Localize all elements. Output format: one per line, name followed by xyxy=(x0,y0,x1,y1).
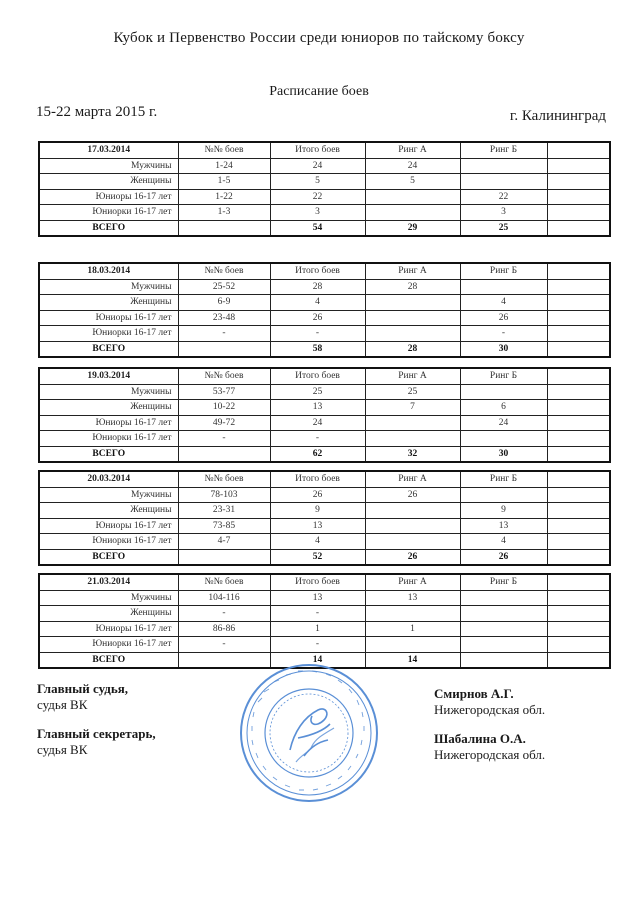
bout-total: 26 xyxy=(270,310,365,326)
empty-cell xyxy=(547,487,610,503)
total-ring-a: 14 xyxy=(365,652,460,668)
bout-numbers: 6-9 xyxy=(178,295,270,311)
empty-cell xyxy=(547,652,610,668)
empty-cell xyxy=(547,341,610,357)
category-label: Мужчины xyxy=(39,487,178,503)
empty-cell xyxy=(547,326,610,342)
empty-cell xyxy=(547,590,610,606)
ring-a-count xyxy=(365,431,460,447)
bout-numbers: 53-77 xyxy=(178,384,270,400)
total-bouts: 58 xyxy=(270,341,365,357)
secretary-name-block xyxy=(434,731,545,763)
ring-a-count xyxy=(365,189,460,205)
category-label: Юниорки 16-17 лет xyxy=(39,326,178,342)
total-ring-b: 25 xyxy=(460,220,547,236)
empty-cell xyxy=(547,310,610,326)
ring-b-count xyxy=(460,590,547,606)
bout-numbers: 104-116 xyxy=(178,590,270,606)
category-label: Мужчины xyxy=(39,158,178,174)
bout-total: - xyxy=(270,326,365,342)
ring-a-count: 25 xyxy=(365,384,460,400)
empty-cell xyxy=(547,368,610,384)
category-label: Юниорки 16-17 лет xyxy=(39,534,178,550)
category-label: Юниорки 16-17 лет xyxy=(39,637,178,653)
column-header: Ринг Б xyxy=(460,263,547,279)
total-bouts: 54 xyxy=(270,220,365,236)
total-ring-b: 30 xyxy=(460,341,547,357)
bout-total: - xyxy=(270,637,365,653)
total-row xyxy=(39,446,610,462)
table-row xyxy=(39,400,610,416)
total-row xyxy=(39,341,610,357)
empty-cell xyxy=(547,279,610,295)
table-row xyxy=(39,279,610,295)
bout-total: 13 xyxy=(270,590,365,606)
table-header-row xyxy=(39,574,610,590)
ring-b-count xyxy=(460,487,547,503)
ring-a-count xyxy=(365,518,460,534)
bout-total: - xyxy=(270,431,365,447)
ring-b-count xyxy=(460,606,547,622)
empty-cell xyxy=(547,606,610,622)
bout-total: 1 xyxy=(270,621,365,637)
category-label: Юниоры 16-17 лет xyxy=(39,189,178,205)
official-stamp-icon xyxy=(238,662,380,804)
column-header: Ринг А xyxy=(365,574,460,590)
empty-cell xyxy=(178,220,270,236)
total-label: ВСЕГО xyxy=(39,446,178,462)
ring-a-count xyxy=(365,534,460,550)
empty-cell xyxy=(178,341,270,357)
bout-total: 4 xyxy=(270,534,365,550)
empty-cell xyxy=(547,446,610,462)
empty-cell xyxy=(547,158,610,174)
empty-cell xyxy=(547,384,610,400)
bout-numbers: - xyxy=(178,637,270,653)
ring-b-count xyxy=(460,279,547,295)
table-row xyxy=(39,606,610,622)
empty-cell xyxy=(547,431,610,447)
column-header: Итого боев xyxy=(270,263,365,279)
secretary-name: Шабалина О.А. xyxy=(434,731,526,746)
bout-total: 13 xyxy=(270,400,365,416)
ring-b-count xyxy=(460,431,547,447)
schedule-table-day-1 xyxy=(38,141,611,237)
bout-total: 24 xyxy=(270,158,365,174)
column-header: Ринг Б xyxy=(460,142,547,158)
table-header-row xyxy=(39,368,610,384)
day-date: 21.03.2014 xyxy=(39,574,178,590)
judge-name-block xyxy=(434,686,545,718)
ring-b-count: 9 xyxy=(460,503,547,519)
ring-a-count xyxy=(365,205,460,221)
empty-cell xyxy=(547,142,610,158)
empty-cell xyxy=(178,549,270,565)
empty-cell xyxy=(178,446,270,462)
table-row xyxy=(39,590,610,606)
day-date: 17.03.2014 xyxy=(39,142,178,158)
category-label: Юниоры 16-17 лет xyxy=(39,621,178,637)
total-ring-b: 30 xyxy=(460,446,547,462)
total-label: ВСЕГО xyxy=(39,341,178,357)
bout-total: 13 xyxy=(270,518,365,534)
empty-cell xyxy=(547,621,610,637)
column-header: Ринг А xyxy=(365,368,460,384)
table-row xyxy=(39,174,610,190)
empty-cell xyxy=(547,518,610,534)
total-label: ВСЕГО xyxy=(39,652,178,668)
day-date: 18.03.2014 xyxy=(39,263,178,279)
table-row xyxy=(39,295,610,311)
ring-b-count: 22 xyxy=(460,189,547,205)
category-label: Юниоры 16-17 лет xyxy=(39,415,178,431)
ring-a-count: 7 xyxy=(365,400,460,416)
column-header: Ринг А xyxy=(365,471,460,487)
table-row xyxy=(39,487,610,503)
schedule-table-day-5 xyxy=(38,573,611,669)
category-label: Женщины xyxy=(39,503,178,519)
ring-a-count: 26 xyxy=(365,487,460,503)
chief-judge-block xyxy=(37,681,128,713)
empty-cell xyxy=(547,574,610,590)
schedule-table-day-3 xyxy=(38,367,611,463)
chief-judge-title: Главный судья, xyxy=(37,681,129,696)
total-bouts: 14 xyxy=(270,652,365,668)
bout-numbers: 23-48 xyxy=(178,310,270,326)
column-header: Ринг А xyxy=(365,142,460,158)
table-row xyxy=(39,431,610,447)
table-row xyxy=(39,326,610,342)
column-header: Ринг А xyxy=(365,263,460,279)
bout-total: 9 xyxy=(270,503,365,519)
category-label: Мужчины xyxy=(39,590,178,606)
empty-cell xyxy=(547,415,610,431)
ring-b-count: 4 xyxy=(460,534,547,550)
bout-numbers: 1-22 xyxy=(178,189,270,205)
total-label: ВСЕГО xyxy=(39,549,178,565)
table-row xyxy=(39,189,610,205)
column-header: Итого боев xyxy=(270,471,365,487)
bout-numbers: - xyxy=(178,431,270,447)
category-label: Юниоры 16-17 лет xyxy=(39,518,178,534)
empty-cell xyxy=(547,174,610,190)
ring-a-count xyxy=(365,637,460,653)
bout-total: 25 xyxy=(270,384,365,400)
table-row xyxy=(39,310,610,326)
column-header: Итого боев xyxy=(270,142,365,158)
column-header: №№ боев xyxy=(178,368,270,384)
empty-cell xyxy=(547,534,610,550)
table-header-row xyxy=(39,142,610,158)
bout-numbers: 4-7 xyxy=(178,534,270,550)
table-row xyxy=(39,503,610,519)
bout-numbers: 1-24 xyxy=(178,158,270,174)
bout-total: 3 xyxy=(270,205,365,221)
ring-a-count: 1 xyxy=(365,621,460,637)
ring-b-count: 4 xyxy=(460,295,547,311)
bout-total: 4 xyxy=(270,295,365,311)
total-ring-a: 28 xyxy=(365,341,460,357)
column-header: №№ боев xyxy=(178,574,270,590)
chief-judge-rank: судья ВК xyxy=(37,697,88,712)
day-date: 19.03.2014 xyxy=(39,368,178,384)
table-row xyxy=(39,518,610,534)
column-header: №№ боев xyxy=(178,471,270,487)
ring-a-count: 5 xyxy=(365,174,460,190)
judge-name: Смирнов А.Г. xyxy=(434,686,514,701)
ring-b-count: 3 xyxy=(460,205,547,221)
table-row xyxy=(39,637,610,653)
column-header: Итого боев xyxy=(270,574,365,590)
ring-b-count: 13 xyxy=(460,518,547,534)
chief-secretary-rank: судья ВК xyxy=(37,742,88,757)
column-header: №№ боев xyxy=(178,142,270,158)
ring-b-count xyxy=(460,621,547,637)
category-label: Женщины xyxy=(39,174,178,190)
ring-b-count xyxy=(460,637,547,653)
category-label: Юниорки 16-17 лет xyxy=(39,205,178,221)
table-header-row xyxy=(39,263,610,279)
table-row xyxy=(39,205,610,221)
total-ring-b: 26 xyxy=(460,549,547,565)
chief-secretary-title: Главный секретарь, xyxy=(37,726,156,741)
table-row xyxy=(39,158,610,174)
empty-cell xyxy=(547,295,610,311)
bout-total: 28 xyxy=(270,279,365,295)
ring-a-count xyxy=(365,415,460,431)
total-bouts: 52 xyxy=(270,549,365,565)
ring-b-count: 24 xyxy=(460,415,547,431)
bout-numbers: 1-5 xyxy=(178,174,270,190)
empty-cell xyxy=(547,263,610,279)
ring-a-count xyxy=(365,503,460,519)
bout-total: - xyxy=(270,606,365,622)
empty-cell xyxy=(547,400,610,416)
bout-numbers: 73-85 xyxy=(178,518,270,534)
empty-cell xyxy=(547,205,610,221)
category-label: Юниоры 16-17 лет xyxy=(39,310,178,326)
secretary-region: Нижегородская обл. xyxy=(434,747,546,762)
column-header: Ринг Б xyxy=(460,368,547,384)
bout-numbers: 10-22 xyxy=(178,400,270,416)
schedule-table-day-2 xyxy=(38,262,611,358)
event-city: г. Калининград xyxy=(509,108,606,124)
total-ring-a: 29 xyxy=(365,220,460,236)
total-row xyxy=(39,549,610,565)
judge-region: Нижегородская обл. xyxy=(434,702,546,717)
ring-b-count: 6 xyxy=(460,400,547,416)
day-date: 20.03.2014 xyxy=(39,471,178,487)
bout-total: 5 xyxy=(270,174,365,190)
category-label: Женщины xyxy=(39,295,178,311)
ring-b-count: 26 xyxy=(460,310,547,326)
bout-total: 22 xyxy=(270,189,365,205)
ring-a-count xyxy=(365,326,460,342)
category-label: Мужчины xyxy=(39,384,178,400)
empty-cell xyxy=(547,637,610,653)
table-row xyxy=(39,534,610,550)
bout-numbers: - xyxy=(178,606,270,622)
ring-a-count xyxy=(365,295,460,311)
bout-numbers: 25-52 xyxy=(178,279,270,295)
table-row xyxy=(39,384,610,400)
ring-a-count xyxy=(365,310,460,326)
empty-cell xyxy=(547,503,610,519)
ring-a-count: 13 xyxy=(365,590,460,606)
document-title: Кубок и Первенство России среди юниоров по тайскому боксу xyxy=(113,30,525,46)
schedule-table-day-4 xyxy=(38,470,611,566)
empty-cell xyxy=(547,189,610,205)
ring-b-count xyxy=(460,384,547,400)
total-ring-b xyxy=(460,652,547,668)
bout-total: 26 xyxy=(270,487,365,503)
column-header: №№ боев xyxy=(178,263,270,279)
category-label: Юниорки 16-17 лет xyxy=(39,431,178,447)
column-header: Итого боев xyxy=(270,368,365,384)
total-bouts: 62 xyxy=(270,446,365,462)
ring-b-count xyxy=(460,174,547,190)
column-header: Ринг Б xyxy=(460,574,547,590)
category-label: Женщины xyxy=(39,606,178,622)
bout-total: 24 xyxy=(270,415,365,431)
ring-a-count xyxy=(365,606,460,622)
total-ring-a: 32 xyxy=(365,446,460,462)
table-row xyxy=(39,621,610,637)
empty-cell xyxy=(547,471,610,487)
document-subtitle: Расписание боев xyxy=(269,84,369,99)
event-dates: 15-22 марта 2015 г. xyxy=(36,104,158,120)
ring-b-count xyxy=(460,158,547,174)
bout-numbers: 23-31 xyxy=(178,503,270,519)
ring-b-count: - xyxy=(460,326,547,342)
category-label: Мужчины xyxy=(39,279,178,295)
empty-cell xyxy=(547,549,610,565)
table-header-row xyxy=(39,471,610,487)
bout-numbers: 78-103 xyxy=(178,487,270,503)
empty-cell xyxy=(547,220,610,236)
bout-numbers: 49-72 xyxy=(178,415,270,431)
total-ring-a: 26 xyxy=(365,549,460,565)
category-label: Женщины xyxy=(39,400,178,416)
bout-numbers: - xyxy=(178,326,270,342)
column-header: Ринг Б xyxy=(460,471,547,487)
table-row xyxy=(39,415,610,431)
total-label: ВСЕГО xyxy=(39,220,178,236)
chief-secretary-block xyxy=(37,726,156,758)
ring-a-count: 28 xyxy=(365,279,460,295)
bout-numbers: 1-3 xyxy=(178,205,270,221)
bout-numbers: 86-86 xyxy=(178,621,270,637)
total-row xyxy=(39,220,610,236)
ring-a-count: 24 xyxy=(365,158,460,174)
